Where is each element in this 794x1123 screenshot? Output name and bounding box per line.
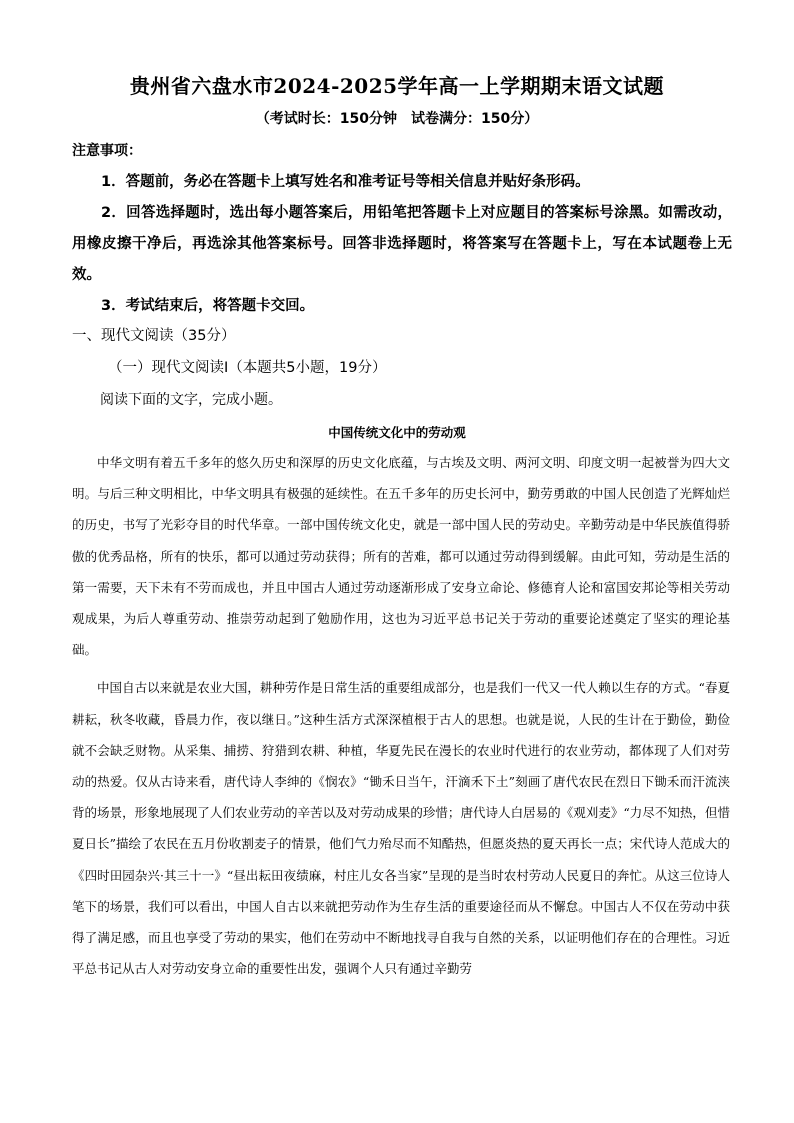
article-title: 中国传统文化中的劳动观 xyxy=(328,425,466,440)
exam-title: 贵州省六盘水市2024-2025学年高一上学期期末语文试题 xyxy=(129,74,665,98)
note-item-3: 3．考试结束后，将答题卡交回。 xyxy=(101,298,315,314)
reading-instruction: 阅读下面的文字，完成小题。 xyxy=(100,392,282,408)
article-body xyxy=(72,447,730,984)
section-subheading: （一）现代文阅读Ⅰ（本题共5小题，19分） xyxy=(108,360,387,376)
note-item-2: 2．回答选择题时，选出每小题答案后，用铅笔把答题卡上对应题目的答案标号涂黑。如需改动，用橡皮擦干净后，再选涂其他答案标号。回答非选择题时，将答案写在答题卡上，写在本试题卷上无效。 xyxy=(72,205,732,283)
article-paragraph: 中国自古以来就是农业大国，耕种劳作是日常生活的重要组成部分，也是我们一代又一代人赖以生存的方式。“春夏耕耘，秋冬收藏，昏晨力作，夜以继日。”这种生活方式深深植根于古人的思想。也就是说，人民的生计在于勤俭，勤俭就不会缺乏财物。从采集、捕捞、狩猎到农耕、种植，华夏先民在漫长的农业时代进行的农业劳动，都体现了人们对劳动的热爱。仅从古诗来看，唐代诗人李绅的《悯农》“锄禾日当午，汗滴禾下土”刻画了唐代农民在烈日下锄禾而汗流浃背的场景，形象地展现了人们农业劳动的辛苦以及对劳动成果的珍惜；唐代诗人白居易的《观刈麦》“力尽不知热，但惜夏日长”描绘了农民在五月份收割麦子的情景，他们气力殆尽而不知酷热，但愿炎热的夏天再长一点；宋代诗人范成大的《四时田园杂兴·其三十一》“昼出耘田夜绩麻，村庄儿女各当家”呈现的是当时农村劳动人民夏日的奔忙。从这三位诗人笔下的场景，我们可以看出，中国人自古以来就把劳动作为生存生活的重要途径而从不懈怠。中国古人不仅在劳动中获得了满足感，而且也享受了劳动的果实，他们在劳动中不断地找寻自我与自然的关系，以证明他们存在的合理性。习近平总书记从古人对劳动安身立命的重要性出发，强调个人只有通过辛勤劳 xyxy=(72,680,730,977)
notes-list xyxy=(72,167,732,322)
notes-heading: 注意事项： xyxy=(72,143,142,159)
note-item-1: 1．答题前，务必在答题卡上填写姓名和准考证号等相关信息并贴好条形码。 xyxy=(101,174,590,190)
article-paragraph: 中华文明有着五千多年的悠久历史和深厚的历史文化底蕴，与古埃及文明、两河文明、印度文明一起被誉为四大文明。与后三种文明相比，中华文明具有极强的延续性。在五千多年的历史长河中，勤劳勇敢的中国人民创造了光辉灿烂的历史，书写了光彩夺目的时代华章。一部中国传统文化史，就是一部中国人民的劳动史。辛勤劳动是中华民族值得骄傲的优秀品格，所有的快乐，都可以通过劳动获得；所有的苦难，都可以通过劳动得到缓解。由此可知，劳动是生活的第一需要，天下未有不劳而成也，并且中国古人通过劳动逐渐形成了安身立命论、修德育人论和富国安邦论等相关劳动观成果，为后人尊重劳动、推崇劳动起到了勉励作用，这也为习近平总书记关于劳动的重要论述奠定了坚实的理论基础。 xyxy=(72,455,730,658)
section-heading: 一、现代文阅读（35分） xyxy=(72,328,236,344)
exam-subtitle: （考试时长：150分钟 试卷满分：150分） xyxy=(255,111,539,127)
